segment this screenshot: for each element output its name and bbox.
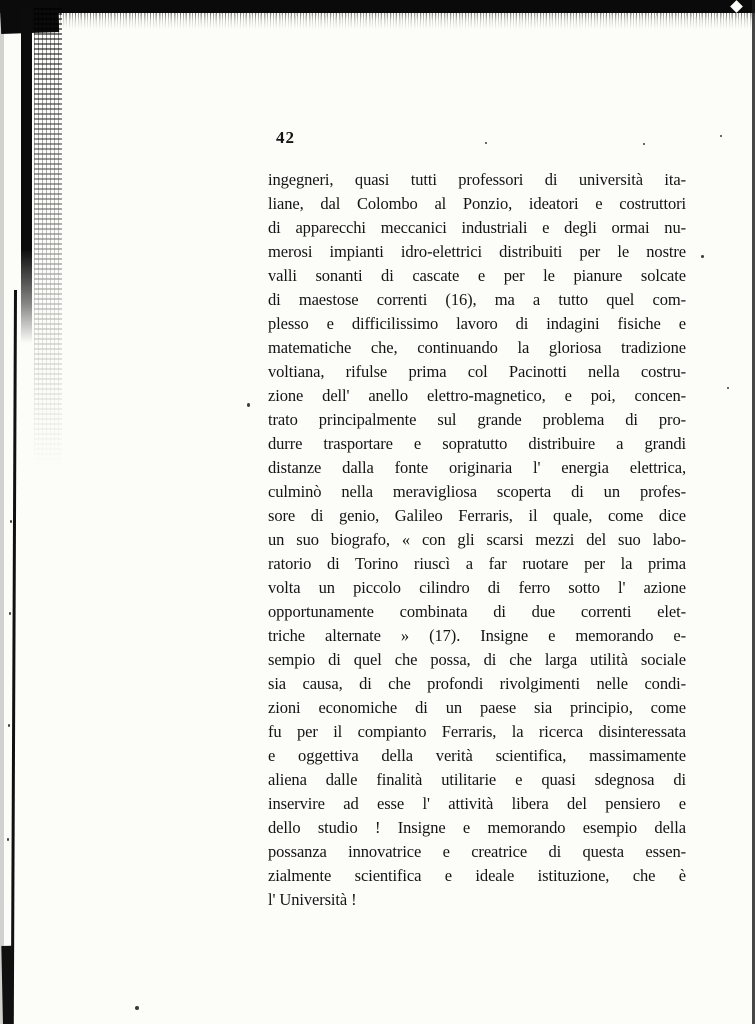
- text-line: dello studio ! Insigne e memorando esempio della: [268, 818, 686, 837]
- text-line: merosi impianti idro-elettrici distribuiti per le nostre: [268, 242, 686, 261]
- text-line: zione dell' anello elettro-magnetico, e poi, concen-: [268, 386, 686, 405]
- scan-speck: [701, 255, 704, 258]
- scan-speck: [135, 1006, 139, 1010]
- text-line: zioni economiche di un paese sia principio, come: [268, 698, 686, 717]
- text-line: zialmente scientifica e ideale istituzione, che è: [268, 866, 686, 885]
- text-line: un suo biografo, « con gli scarsi mezzi del suo labo-: [268, 530, 686, 549]
- scan-artifact-notch: [730, 0, 743, 13]
- text-line: sempio di quel che possa, di che larga utilità sociale: [268, 650, 686, 669]
- scan-speck: [10, 520, 12, 523]
- text-line: l' Università !: [268, 890, 357, 909]
- scan-artifact-left-edge: [0, 0, 4, 1024]
- scan-speck: [247, 403, 250, 407]
- text-line: possanza innovatrice e creatrice di questa essen-: [268, 842, 686, 861]
- text-line: sore di genio, Galileo Ferraris, il quale, come dice: [268, 506, 686, 525]
- text-line: trato principalmente sul grande problema di pro-: [268, 410, 686, 429]
- text-line: e oggettiva della verità scientifica, massimamente: [268, 746, 686, 765]
- text-line: liane, dal Colombo al Ponzio, ideatori e costruttori: [268, 194, 686, 213]
- text-line: inservire ad esse l' attività libera del pensiero e: [268, 794, 686, 813]
- scan-speck: [643, 143, 645, 145]
- text-line: volta un piccolo cilindro di ferro sotto l' azione: [268, 578, 686, 597]
- text-line: sia causa, di che profondi rivolgimenti nelle condi-: [268, 674, 686, 693]
- page-number: 42: [276, 128, 295, 147]
- text-line: ratorio di Torino riuscì a far ruotare per la prima: [268, 554, 686, 573]
- text-line: fu per il compianto Ferraris, la ricerca disinteressata: [268, 722, 686, 741]
- scan-speck: [727, 387, 729, 389]
- text-line: valli sonanti di cascate e per le pianure solcate: [268, 266, 686, 285]
- text-line: di apparecchi meccanici industriali e degli ormai nu-: [268, 218, 686, 237]
- text-line: culminò nella meravigliosa scoperta di un profes-: [268, 482, 686, 501]
- text-line: aliena dalle finalità utilitarie e quasi sdegnosa di: [268, 770, 686, 789]
- scan-artifact-top-bar: [0, 0, 755, 13]
- text-line: plesso e difficilissimo lavoro di indagini fisiche e: [268, 314, 686, 333]
- text-line: distanze dalla fonte originaria l' energia elettrica,: [268, 458, 686, 477]
- text-line: durre trasportare e sopratutto distribuire a grandi: [268, 434, 686, 453]
- scan-speck: [7, 838, 9, 841]
- scan-artifact-binding-line: [11, 290, 17, 1024]
- scan-artifact-binding-bar: [21, 8, 32, 343]
- scan-speck: [485, 142, 487, 144]
- body-text: [268, 168, 686, 912]
- text-line: voltiana, rifulse prima col Pacinotti nella costru-: [268, 362, 686, 381]
- scan-artifact-top-fringe: [0, 13, 755, 29]
- scan-artifact-speckle-band: [34, 8, 62, 468]
- text-line: matematiche che, continuando la gloriosa tradizione: [268, 338, 686, 357]
- scan-speck: [720, 135, 722, 137]
- text-line: ingegneri, quasi tutti professori di università ita-: [268, 170, 686, 189]
- scan-speck: [9, 612, 11, 615]
- scan-speck: [8, 724, 10, 727]
- scan-artifact-bottom-strip: [1, 946, 13, 1024]
- text-line: opportunamente combinata di due correnti elet-: [268, 602, 686, 621]
- text-line: di maestose correnti (16), ma a tutto quel com-: [268, 290, 686, 309]
- text-line: triche alternate » (17). Insigne e memorando e-: [268, 626, 686, 645]
